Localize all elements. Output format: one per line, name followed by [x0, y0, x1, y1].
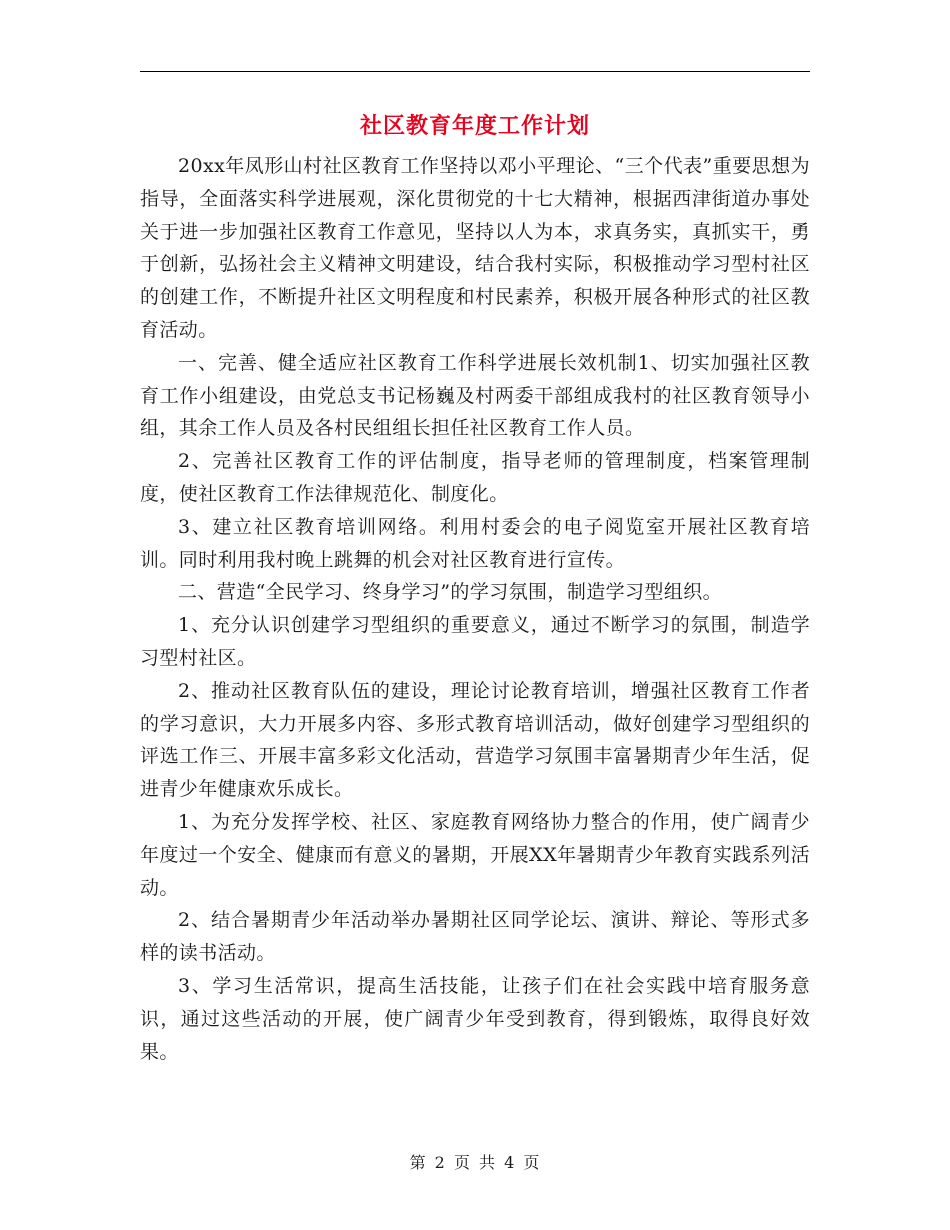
body-paragraph: 20xx年凤形山村社区教育工作坚持以邓小平理论、“三个代表”重要思想为指导，全面落实科学进展观，深化贯彻党的十七大精神，根据西津街道办事处关于进一步加强社区教育工作意见，坚持以人为本，求真务实，真抓实干，勇于创新，弘扬社会主义精神文明建设，结合我村实际，积极推动学习型村社区的创建工作，不断提升社区文明程度和村民素养，积极开展各种形式的社区教育活动。	[140, 155, 810, 341]
body-paragraph: 二、营造“全民学习、终身学习”的学习氛围，制造学习型组织。	[178, 581, 723, 604]
document-body	[140, 150, 810, 1068]
body-paragraph: 1、充分认识创建学习型组织的重要意义，通过不断学习的氛围，制造学习型村社区。	[140, 614, 810, 669]
body-paragraph: 2、推动社区教育队伍的建设，理论讨论教育培训，增强社区教育工作者的学习意识，大力开展多内容、多形式教育培训活动，做好创建学习型组织的评选工作三、开展丰富多彩文化活动，营造学习氛围丰富暑期青少年生活，促进青少年健康欢乐成长。	[140, 679, 810, 801]
body-paragraph: 2、完善社区教育工作的评估制度，指导老师的管理制度，档案管理制度，使社区教育工作法律规范化、制度化。	[140, 450, 810, 505]
document-title: 社区教育年度工作计划	[359, 113, 590, 139]
body-paragraph: 3、学习生活常识，提高生活技能，让孩子们在社会实践中培育服务意识，通过这些活动的开展，使广阔青少年受到教育，得到锻炼，取得良好效果。	[140, 974, 810, 1063]
body-paragraph: 一、完善、健全适应社区教育工作科学进展长效机制1、切实加强社区教育工作小组建设，由党总支书记杨巍及村两委干部组成我村的社区教育领导小组，其余工作人员及各村民组组长担任社区教育工作人员。	[140, 351, 810, 440]
header-rule	[140, 71, 810, 72]
page-number: 第 2 页 共 4 页	[409, 1153, 541, 1172]
body-paragraph: 2、结合暑期青少年活动举办暑期社区同学论坛、演讲、辩论、等形式多样的读书活动。	[140, 909, 810, 965]
body-paragraph: 1、为充分发挥学校、社区、家庭教育网络协力整合的作用，使广阔青少年度过一个安全、健康而有意义的暑期，开展XX年暑期青少年教育实践系列活动。	[140, 810, 810, 899]
body-paragraph: 3、建立社区教育培训网络。利用村委会的电子阅览室开展社区教育培训。同时利用我村晚上跳舞的机会对社区教育进行宣传。	[140, 515, 810, 571]
